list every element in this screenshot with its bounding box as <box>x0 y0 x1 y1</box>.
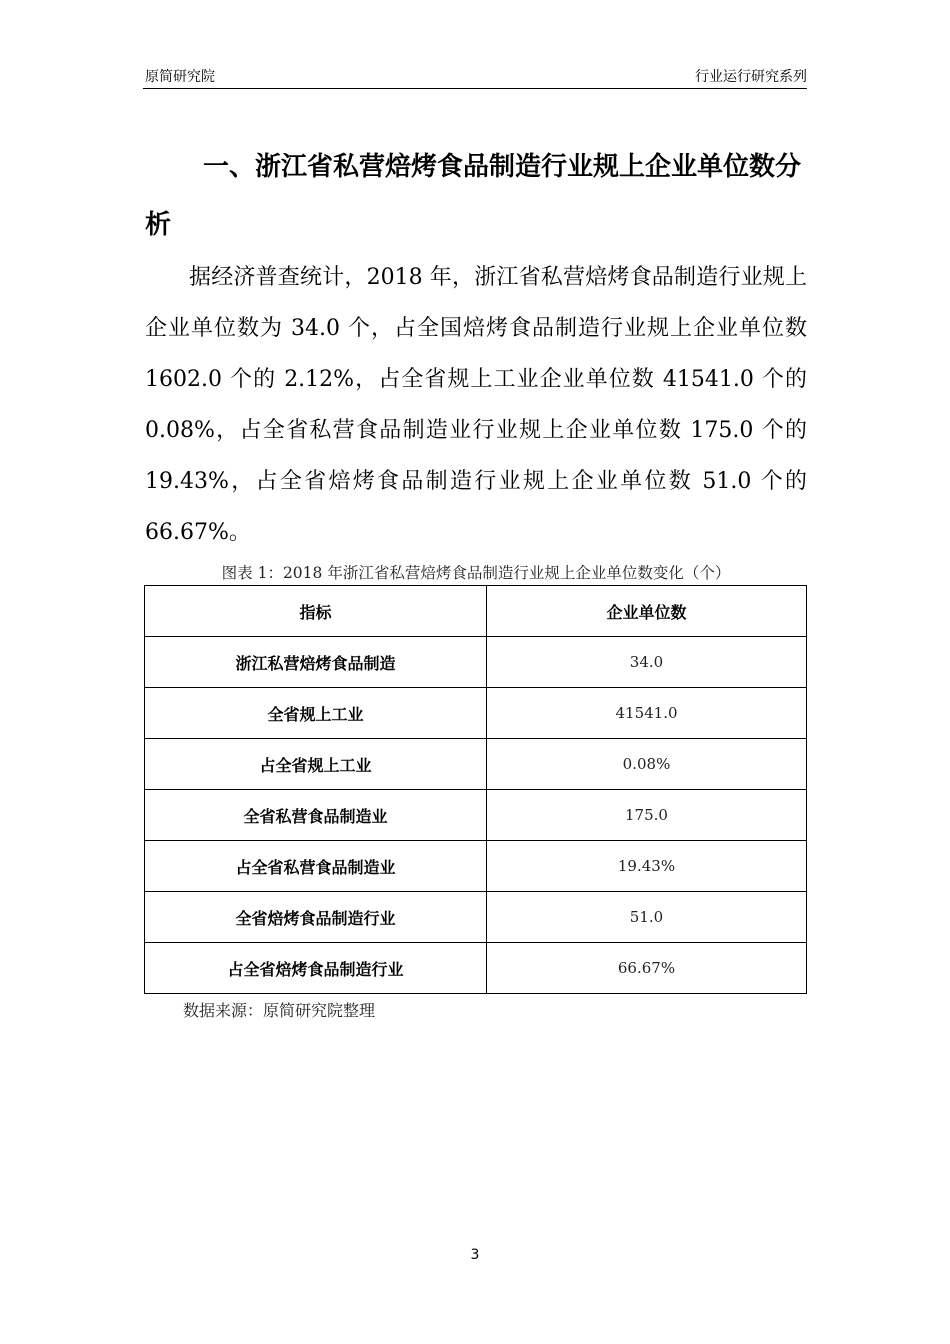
table-caption: 图表 1：2018 年浙江省私营焙烤食品制造行业规上企业单位数变化（个） <box>221 564 731 582</box>
indicator-cell: 全省焙烤食品制造行业 <box>145 892 487 943</box>
indicator-cell: 占全省焙烤食品制造行业 <box>145 943 487 994</box>
indicator-cell: 全省规上工业 <box>145 688 487 739</box>
indicator-cell: 占全省规上工业 <box>145 739 487 790</box>
value-cell: 19.43% <box>487 841 807 892</box>
indicator-cell: 浙江私营焙烤食品制造 <box>145 637 487 688</box>
column-header-count: 企业单位数 <box>487 586 807 637</box>
table-row <box>145 637 807 688</box>
header-organization: 原简研究院 <box>145 69 215 85</box>
value-cell: 34.0 <box>487 637 807 688</box>
header-divider <box>143 88 807 89</box>
body-paragraph: 据经济普查统计，2018 年，浙江省私营焙烤食品制造行业规上企业单位数为 34.0 个，占全国焙烤食品制造行业规上企业单位数 1602.0 个的 2.12%，占全省规上工业企业单位数 41541.0 个的 0.08%，占全省私营食品制造业行业规上企业单位数 175.0 个的 19.43%，占全省焙烤食品制造行业规上企业单位数 51.0 个的 66.67%。 <box>145 265 807 545</box>
indicator-cell: 占全省私营食品制造业 <box>145 841 487 892</box>
value-cell: 51.0 <box>487 892 807 943</box>
page-number: 3 <box>470 1247 480 1263</box>
table-row <box>145 739 807 790</box>
table-row <box>145 892 807 943</box>
indicator-cell: 全省私营食品制造业 <box>145 790 487 841</box>
value-cell: 0.08% <box>487 739 807 790</box>
value-cell: 66.67% <box>487 943 807 994</box>
header-series-title: 行业运行研究系列 <box>695 69 807 85</box>
value-cell: 175.0 <box>487 790 807 841</box>
table-row <box>145 841 807 892</box>
table-header-row <box>145 586 807 637</box>
value-cell: 41541.0 <box>487 688 807 739</box>
table-row <box>145 943 807 994</box>
column-header-indicator: 指标 <box>145 586 487 637</box>
data-source-note: 数据来源：原简研究院整理 <box>183 1001 376 1020</box>
table-row <box>145 790 807 841</box>
data-table <box>144 585 807 994</box>
section-heading: 一、浙江省私营焙烤食品制造行业规上企业单位数分析 <box>145 152 802 240</box>
table-row <box>145 688 807 739</box>
